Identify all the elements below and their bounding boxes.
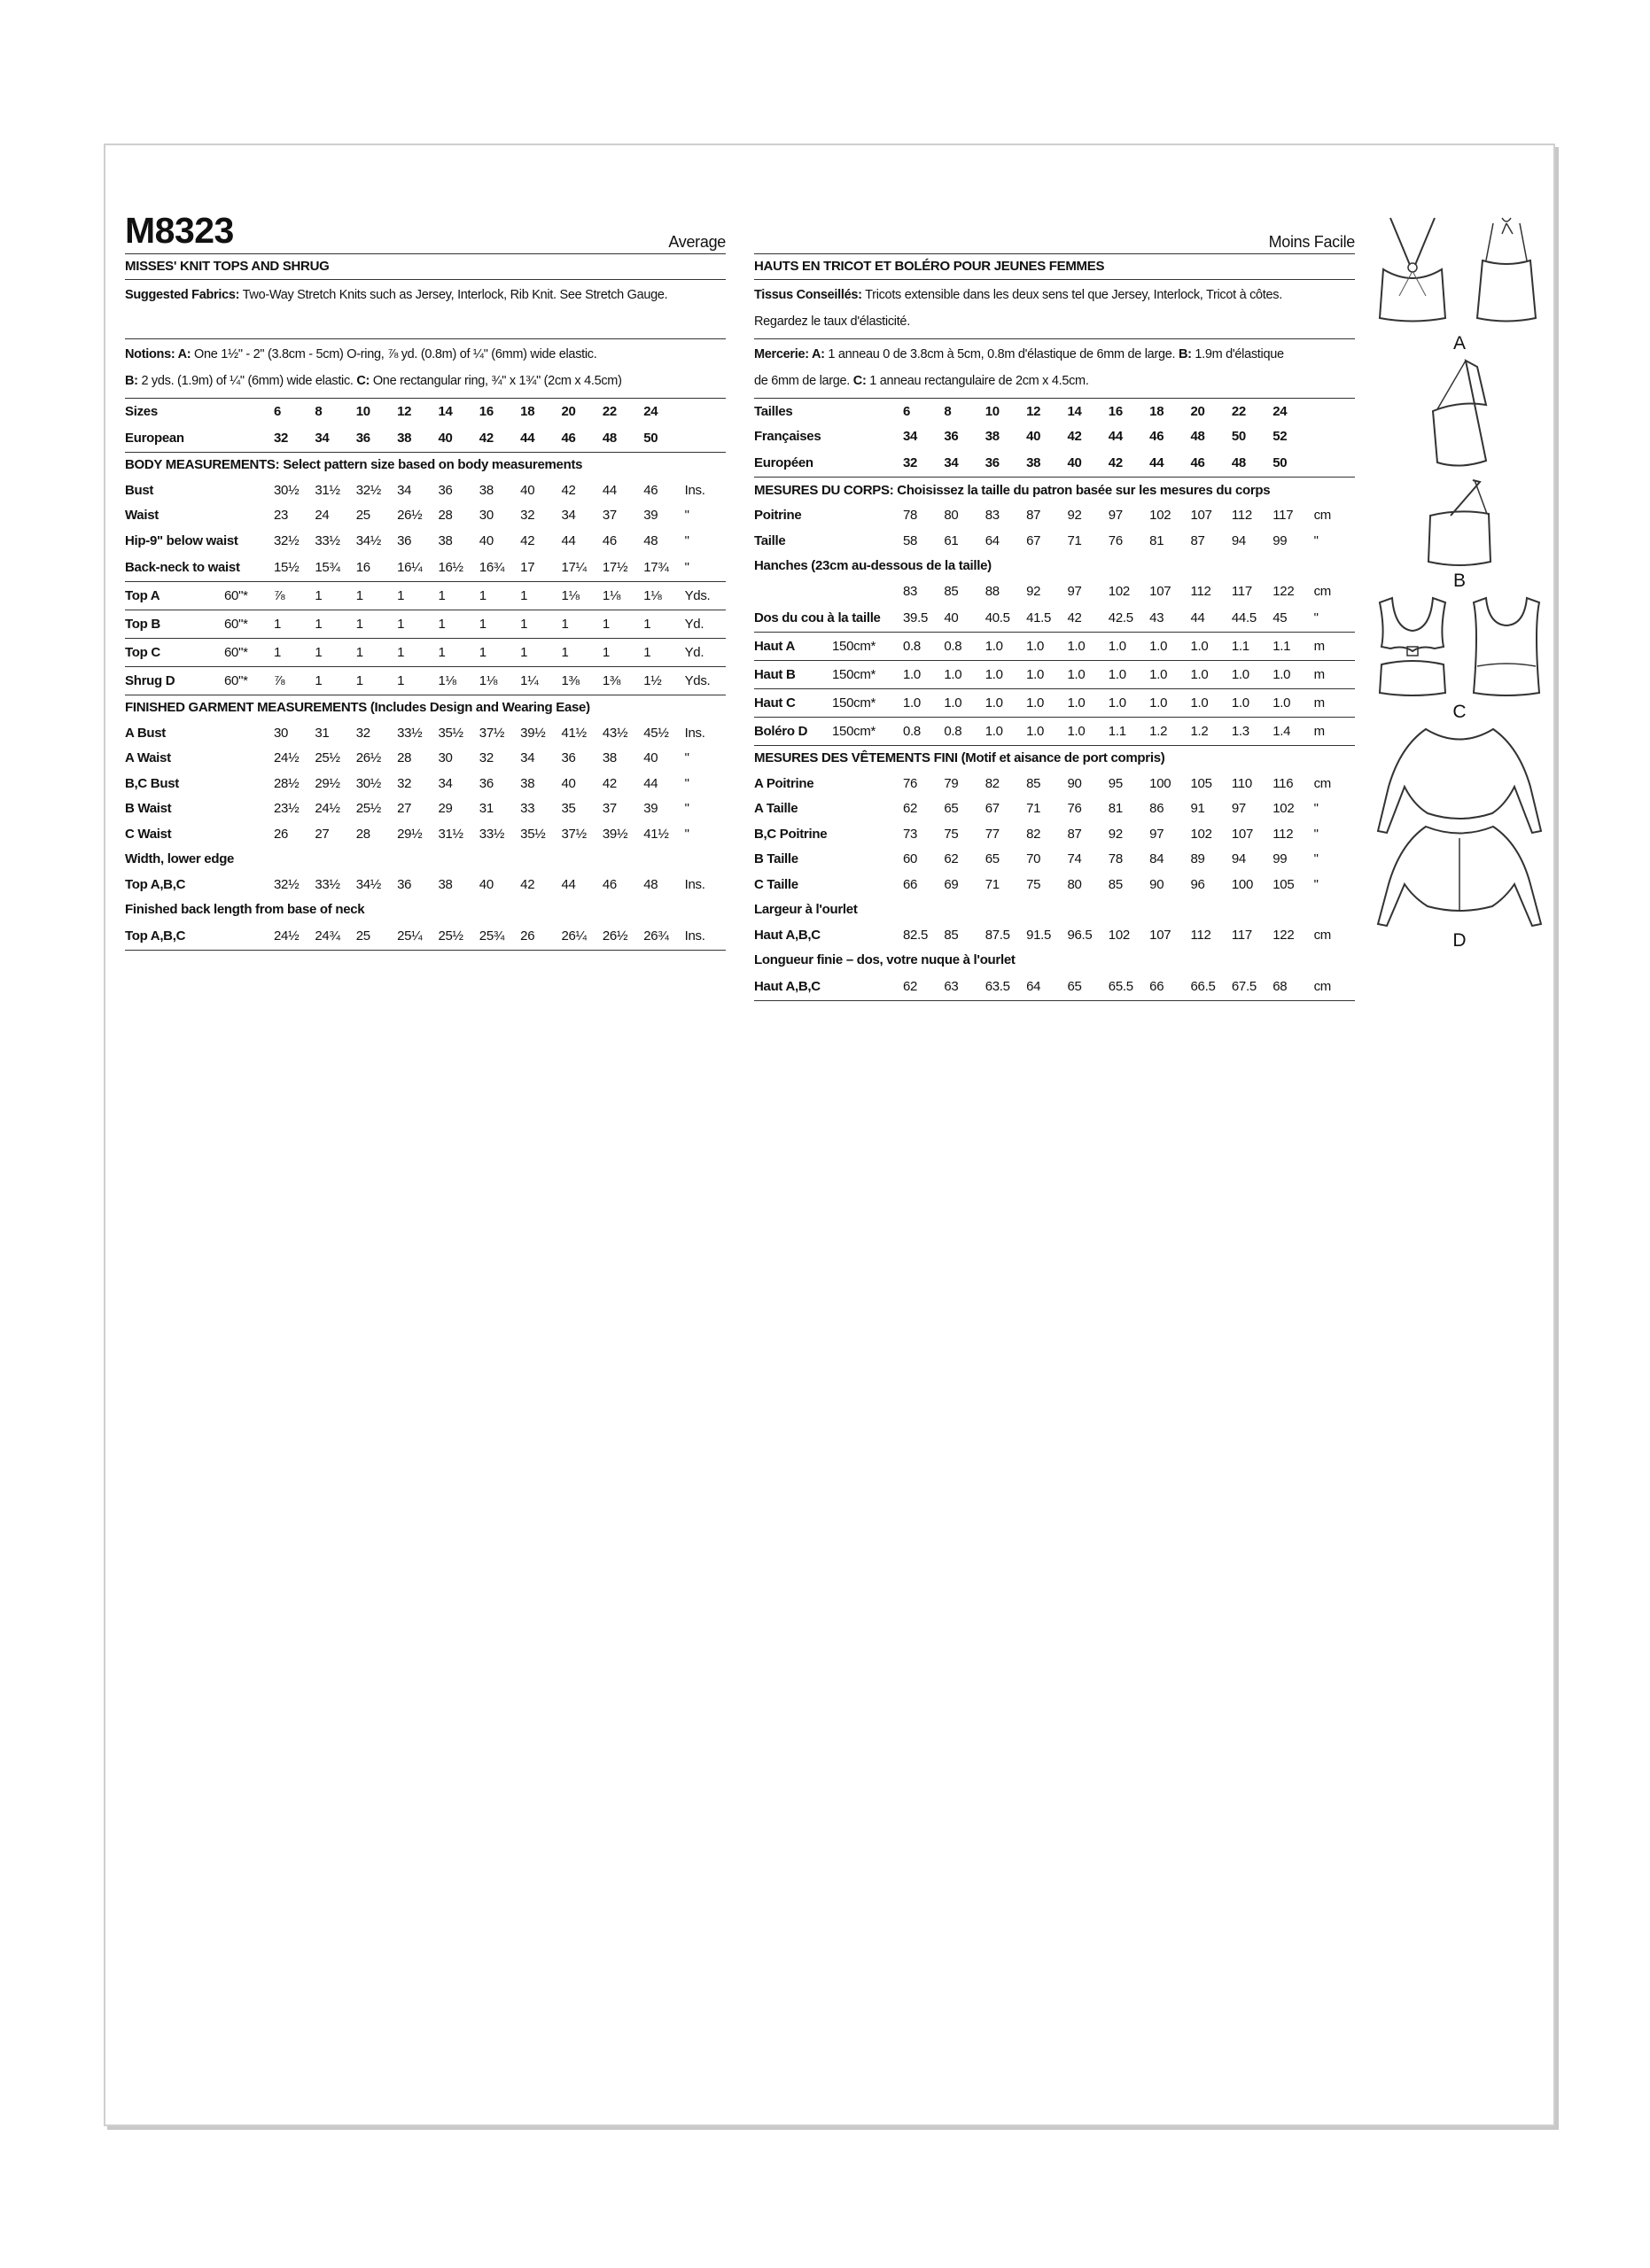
body-title: MESURES DU CORPS: Choisissez la taille du patron basée sur les mesures du corps bbox=[754, 482, 1271, 498]
technical-drawings bbox=[1373, 216, 1546, 953]
view-d-drawings bbox=[1373, 725, 1546, 928]
width-title: Largeur à l'ourlet bbox=[754, 902, 858, 918]
view-d-sketches bbox=[1373, 725, 1546, 928]
size-chart-fr bbox=[754, 398, 1355, 1001]
body-row: Bust 30½ 31½ 32½ 34 36 38 40 42 44 46 Ins. bbox=[125, 482, 705, 498]
finished-row: B,C Poitrine 73 75 77 82 87 92 97 102 107 112 " bbox=[754, 826, 1319, 842]
yardage-row: Top B 60"* 1 1 1 1 1 1 1 1 1 1 Yd. bbox=[125, 610, 726, 638]
view-c-drawings bbox=[1373, 594, 1546, 700]
view-c-label: C bbox=[1452, 702, 1467, 722]
view-b-sketches bbox=[1411, 356, 1508, 569]
width-title: Width, lower edge bbox=[125, 851, 235, 867]
body-row: Back-neck to waist 15½ 15¾ 16 16¼ 16½ 16¾ 17 17¼ 17½ 17¾ " bbox=[125, 554, 726, 582]
header-fr bbox=[754, 207, 1355, 253]
header-en bbox=[125, 207, 726, 253]
length-row: Haut A,B,C 62 63 63.5 64 65 65.5 66 66.5 67.5 68 cm bbox=[754, 973, 1355, 1001]
difficulty-level: Average bbox=[668, 233, 726, 251]
garment-title-fr: HAUTS EN TRICOT ET BOLÉRO POUR JEUNES FEMMES bbox=[754, 259, 1105, 274]
finished-title: MESURES DES VÊTEMENTS FINI (Motif et aisance de port compris) bbox=[754, 750, 1165, 766]
sizes-row: Tailles 6 8 10 12 14 16 18 20 22 24 bbox=[754, 399, 1355, 424]
yardage-row: Boléro D 150cm* 0.8 0.8 1.0 1.0 1.0 1.1 1.2 1.2 1.3 1.4 m bbox=[754, 717, 1355, 745]
francaises-row: Françaises 34 36 38 40 42 44 46 48 50 52 bbox=[754, 429, 1288, 445]
finished-row: C Waist 26 27 28 29½ 31½ 33½ 35½ 37½ 39½ 41½ " bbox=[125, 826, 689, 842]
finished-row: C Taille 66 69 71 75 80 85 90 96 100 105 " bbox=[754, 876, 1319, 892]
finished-title: FINISHED GARMENT MEASUREMENTS (Includes Design and Wearing Ease) bbox=[125, 700, 590, 716]
pattern-envelope-back bbox=[104, 144, 1555, 2126]
finished-row: B Waist 23½ 24½ 25½ 27 29 31 33 35 37 39 " bbox=[125, 801, 689, 817]
view-a-drawings bbox=[1373, 216, 1546, 331]
suggested-fabrics: Suggested Fabrics: Two-Way Stretch Knits such as Jersey, Interlock, Rib Knit. See Stretch Gauge. bbox=[125, 288, 668, 302]
yardage-row: Top C 60"* 1 1 1 1 1 1 1 1 1 1 Yd. bbox=[125, 638, 726, 666]
finished-row: A Poitrine 76 79 82 85 90 95 100 105 110 116 cm bbox=[754, 775, 1331, 791]
size-chart-en bbox=[125, 398, 726, 951]
dos-row: Dos du cou à la taille 39.5 40 40.5 41.5 42 42.5 43 44 44.5 45 " bbox=[754, 604, 1355, 633]
length-title: Longueur finie – dos, votre nuque à l'ourlet bbox=[754, 952, 1016, 968]
finished-row: A Bust 30 31 32 33½ 35½ 37½ 39½ 41½ 43½ 45½ Ins. bbox=[125, 725, 705, 741]
view-b-drawings bbox=[1373, 356, 1546, 569]
finished-row: B Taille 60 62 65 70 74 78 84 89 94 99 " bbox=[754, 851, 1319, 867]
view-c-front-sketch bbox=[1373, 594, 1452, 700]
yardage-row: Top A 60"* ⅞ 1 1 1 1 1 1 1⅛ 1⅛ 1⅛ Yds. bbox=[125, 581, 726, 610]
notions-fr: Mercerie: A: 1 anneau 0 de 3.8cm à 5cm, 0.8m d'élastique de 6mm de large. B: 1.9m d'élastique de 6mm de large. C: 1 anneau rectangulaire de 2cm x 4.5cm. bbox=[754, 347, 1284, 388]
notions: Notions: A: One 1½" - 2" (3.8cm - 5cm) O-ring, ⅞ yd. (0.8m) of ¼" (6mm) wide elastic. B: 2 yds. (1.9m) of ¼" (6mm) wide elastic. C: One rectangular ring, ¾" x 1¾" (2cm x 4.5cm) bbox=[125, 347, 622, 388]
european-row: European 32 34 36 38 40 42 44 46 48 50 bbox=[125, 424, 726, 453]
width-row: Haut A,B,C 82.5 85 87.5 91.5 96.5 102 107 112 117 122 cm bbox=[754, 927, 1331, 943]
body-row: Poitrine 78 80 83 87 92 97 102 107 112 117 cm bbox=[754, 508, 1331, 524]
view-d-label: D bbox=[1452, 930, 1467, 951]
yardage-row: Haut B 150cm* 1.0 1.0 1.0 1.0 1.0 1.0 1.0 1.0 1.0 1.0 m bbox=[754, 660, 1355, 688]
body-row: Waist 23 24 25 26½ 28 30 32 34 37 39 " bbox=[125, 508, 689, 524]
body-row: Hip-9" below waist 32½ 33½ 34½ 36 38 40 42 44 46 48 " bbox=[125, 532, 689, 548]
pattern-code: M8323 bbox=[125, 210, 234, 251]
finished-row: A Waist 24½ 25½ 26½ 28 30 32 34 36 38 40 " bbox=[125, 750, 689, 766]
view-a-front-sketch bbox=[1373, 216, 1452, 331]
width-row: Top A,B,C 32½ 33½ 34½ 36 38 40 42 44 46 48 Ins. bbox=[125, 876, 705, 892]
garment-title: MISSES' KNIT TOPS AND SHRUG bbox=[125, 259, 330, 274]
hanches-title: Hanches (23cm au-dessous de la taille) bbox=[754, 558, 992, 574]
view-b-label: B bbox=[1452, 571, 1466, 591]
english-column bbox=[125, 207, 726, 951]
french-column bbox=[754, 207, 1355, 1001]
length-title: Finished back length from base of neck bbox=[125, 902, 365, 918]
yardage-row: Haut A 150cm* 0.8 0.8 1.0 1.0 1.0 1.0 1.0 1.0 1.1 1.1 m bbox=[754, 632, 1355, 660]
body-row: Taille 58 61 64 67 71 76 81 87 94 99 " bbox=[754, 532, 1319, 548]
view-c-back-sketch bbox=[1467, 594, 1546, 700]
finished-row: B,C Bust 28½ 29½ 30½ 32 34 36 38 40 42 44 " bbox=[125, 775, 689, 791]
view-a-back-sketch bbox=[1467, 216, 1546, 331]
sizes-row: Sizes 6 8 10 12 14 16 18 20 22 24 bbox=[125, 399, 726, 424]
suggested-fabrics-fr: Tissus Conseillés: Tricots extensible dans les deux sens tel que Jersey, Interlock, Tricot à côtes. Regardez le taux d'élasticité. bbox=[754, 288, 1282, 329]
body-title: BODY MEASUREMENTS: Select pattern size based on body measurements bbox=[125, 457, 583, 473]
yardage-row: Shrug D 60"* ⅞ 1 1 1 1⅛ 1⅛ 1¼ 1⅜ 1⅜ 1½ Yds. bbox=[125, 666, 726, 695]
view-a-label: A bbox=[1452, 333, 1466, 353]
yardage-row: Haut C 150cm* 1.0 1.0 1.0 1.0 1.0 1.0 1.0 1.0 1.0 1.0 m bbox=[754, 688, 1355, 717]
europeen-row: Européen 32 34 36 38 40 42 44 46 48 50 bbox=[754, 449, 1355, 478]
length-row: Top A,B,C 24½ 24¾ 25 25¼ 25½ 25¾ 26 26¼ 26½ 26¾ Ins. bbox=[125, 922, 726, 951]
hanches-row: 83 85 88 92 97 102 107 112 117 122 cm bbox=[903, 583, 1331, 599]
difficulty-level-fr: Moins Facile bbox=[1268, 233, 1355, 251]
finished-row: A Taille 62 65 67 71 76 81 86 91 97 102 " bbox=[754, 801, 1319, 817]
